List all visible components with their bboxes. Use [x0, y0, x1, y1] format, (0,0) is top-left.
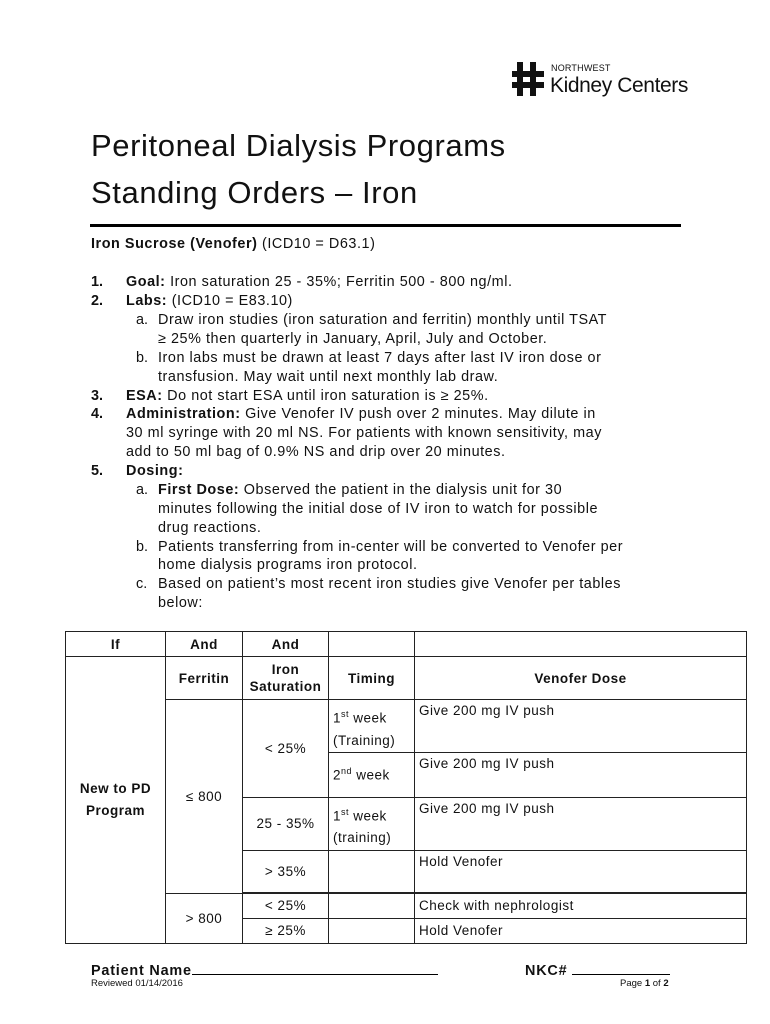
dosing-label: [126, 463, 183, 479]
nkc-field: [525, 961, 670, 979]
dose-b-line2: home dialysis programs iron protocol.: [158, 557, 418, 573]
goal-line: [126, 274, 513, 290]
admin-text: Give Venofer IV push over 2 minutes. May dilute in: [245, 406, 596, 422]
timing-cell: [329, 893, 415, 918]
item-number: 3.: [91, 388, 104, 404]
dose-c-line1: Based on patient’s most recent iron studies give Venofer per tables: [158, 576, 621, 592]
labs-b-line2: transfusion. May wait until next monthly lab draw.: [158, 369, 499, 385]
timing-word: week: [349, 710, 387, 726]
header-ferritin: Ferritin: [166, 657, 243, 700]
page-title-line2: Standing Orders – Iron: [91, 175, 418, 210]
drug-name: Iron Sucrose (Venofer): [91, 236, 258, 252]
goal-text: Iron saturation 25 - 35%; Ferritin 500 - 800 ng/ml.: [170, 274, 513, 290]
item-number: 4.: [91, 406, 104, 422]
timing-num: 2: [333, 767, 342, 783]
list-letter: c.: [136, 576, 148, 592]
ferritin-cell: > 800: [166, 893, 243, 943]
header-if: If: [66, 632, 166, 657]
labs-b-line1: Iron labs must be drawn at least 7 days after last IV iron dose or: [158, 350, 602, 366]
timing-cell: [329, 700, 415, 753]
group-label: Program: [85, 802, 146, 818]
dose-a-line2: minutes following the initial dose of IV iron to watch for possible: [158, 501, 598, 517]
drug-heading: [91, 236, 375, 252]
header-dose: Venofer Dose: [415, 657, 747, 700]
list-letter: a.: [136, 312, 149, 328]
timing-cell: [329, 918, 415, 943]
dosing-table: [65, 631, 747, 944]
table-row: [66, 893, 747, 918]
saturation-cell: 25 - 35%: [243, 797, 329, 850]
patient-name-line: [192, 961, 438, 975]
list-letter: a.: [136, 482, 149, 498]
header-timing: Timing: [329, 657, 415, 700]
group-cell: [66, 657, 166, 944]
page-of: of: [650, 978, 664, 989]
timing-sup: nd: [341, 766, 353, 777]
drug-code: (ICD10 = D63.1): [262, 236, 376, 252]
esa-line: [126, 388, 489, 404]
timing-word: week: [349, 808, 387, 823]
nkc-line: [572, 961, 670, 975]
header-empty: [329, 632, 415, 657]
saturation-cell: < 25%: [243, 893, 329, 918]
dose-cell: Check with nephrologist: [415, 893, 747, 918]
first-dose-label: First Dose:: [158, 482, 240, 498]
logo-name: Kidney Centers: [550, 74, 688, 97]
labs-text: (ICD10 = E83.10): [171, 293, 293, 309]
dose-b-line1: Patients transferring from in-center will be converted to Venofer per: [158, 539, 624, 555]
dose-cell: Hold Venofer: [415, 850, 747, 892]
page-label: Page: [620, 978, 645, 989]
page-number: [620, 978, 669, 989]
page-current: 1: [644, 978, 651, 989]
saturation-cell: > 35%: [243, 850, 329, 892]
item-number: 1.: [91, 274, 104, 290]
dose-cell: Hold Venofer: [415, 918, 747, 943]
saturation-cell: < 25%: [243, 700, 329, 798]
dose-a-line3: drug reactions.: [158, 520, 262, 536]
timing-cell: [329, 752, 415, 797]
patient-name-field: [91, 961, 438, 979]
logo: [512, 60, 702, 104]
timing-cell: [329, 850, 415, 892]
reviewed-date: Reviewed 01/14/2016: [91, 978, 183, 989]
admin-line2: 30 ml syringe with 20 ml NS. For patients with known sensitivity, may: [126, 425, 602, 441]
labs-label: Labs:: [126, 293, 168, 309]
timing-week: [333, 703, 410, 730]
timing-note: (Training): [333, 732, 396, 748]
timing-sup: st: [341, 806, 350, 817]
dose-c-line2: below:: [158, 595, 203, 611]
page-title-line1: Peritoneal Dialysis Programs: [91, 128, 506, 163]
dose-cell: Give 200 mg IV push: [415, 797, 747, 850]
labs-line: [126, 293, 293, 309]
header-saturation: Saturation: [249, 679, 322, 694]
admin-line1: [126, 406, 596, 422]
header-iron: Iron: [271, 662, 300, 677]
header-iron-saturation: [243, 657, 329, 700]
header-and: And: [166, 632, 243, 657]
group-label: New to PD: [79, 780, 152, 796]
dose-cell: Give 200 mg IV push: [415, 752, 747, 797]
esa-text: Do not start ESA until iron saturation is ≥ 25%.: [167, 388, 489, 404]
dose-a-text: Observed the patient in the dialysis unit for 30: [243, 482, 563, 498]
admin-line3: add to 50 ml bag of 0.9% NS and drip over 20 minutes.: [126, 444, 506, 460]
title-rule: [90, 224, 681, 227]
timing-cell: [329, 797, 415, 850]
saturation-cell: ≥ 25%: [243, 918, 329, 943]
timing-note: (training): [333, 830, 392, 845]
logo-icon: [512, 62, 544, 96]
admin-label: Administration:: [126, 406, 241, 422]
timing-word: week: [352, 767, 390, 783]
logo-org: NORTHWEST: [551, 63, 611, 73]
labs-a-line1: Draw iron studies (iron saturation and ferritin) monthly until TSAT: [158, 312, 608, 328]
timing-num: 1: [333, 710, 342, 726]
esa-label: ESA:: [126, 388, 163, 404]
ferritin-cell: ≤ 800: [166, 700, 243, 894]
timing-num: 1: [333, 808, 342, 823]
item-number: 5.: [91, 463, 104, 479]
table-header-row: [66, 632, 747, 657]
header-and: And: [243, 632, 329, 657]
table-row: [66, 700, 747, 753]
table-header-row: [66, 657, 747, 700]
timing-week: [333, 801, 410, 828]
goal-label: Goal:: [126, 274, 166, 290]
page-total: 2: [663, 978, 669, 989]
timing-sup: st: [341, 709, 350, 719]
list-letter: b.: [136, 539, 149, 555]
list-letter: b.: [136, 350, 149, 366]
patient-name-label: Patient Name: [91, 963, 192, 979]
dosing-label-text: Dosing:: [126, 463, 184, 479]
dose-a-line1: [158, 482, 562, 498]
labs-a-line2: ≥ 25% then quarterly in January, April, July and October.: [158, 331, 548, 347]
nkc-label: NKC#: [525, 963, 573, 979]
dose-cell: Give 200 mg IV push: [415, 700, 747, 753]
header-empty: [415, 632, 747, 657]
item-number: 2.: [91, 293, 104, 309]
